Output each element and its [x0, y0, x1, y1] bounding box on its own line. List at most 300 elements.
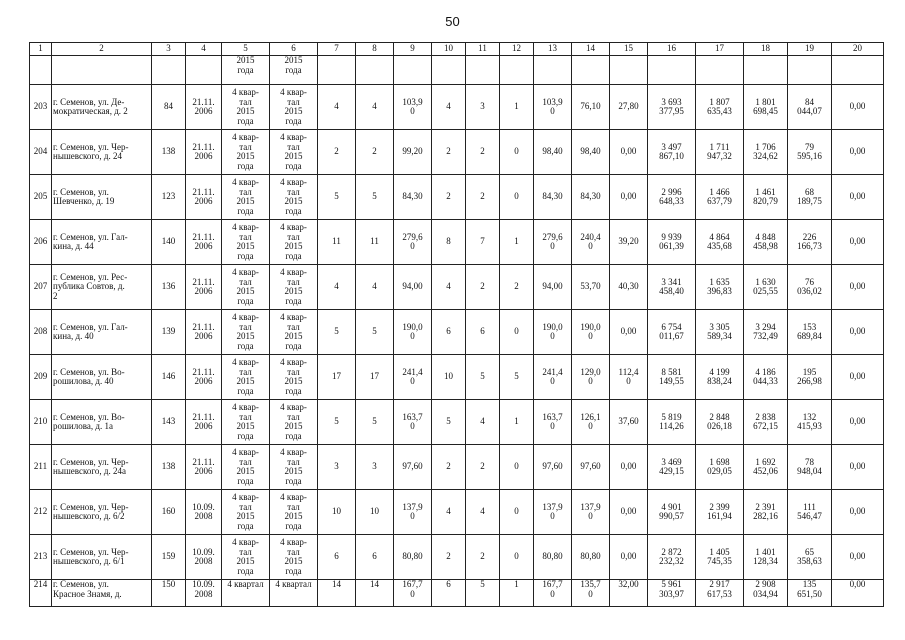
table-cell: [534, 310, 572, 355]
cell-text: 213: [33, 551, 48, 562]
table-cell: [394, 355, 432, 400]
table-cell: [466, 490, 500, 535]
table-cell: [270, 265, 318, 310]
cell-text: 1: [514, 236, 519, 247]
cell-text: 2 872 232,32: [659, 546, 684, 566]
cell-text: 4: [446, 101, 451, 112]
cell-text: 2 996 648,33: [659, 186, 684, 206]
cell-text: 14: [332, 579, 341, 589]
table-cell: [648, 535, 696, 580]
table-cell: [222, 175, 270, 220]
cell-text: 0,00: [849, 371, 866, 382]
table-cell: [466, 56, 500, 85]
cell-text: 150: [161, 579, 176, 589]
cell-text: 240,4 0: [580, 231, 601, 251]
cell-text: г. Семенов, ул. Гал- кина, д. 44: [53, 231, 128, 251]
cell-text: 1: [514, 101, 519, 112]
cell-text: 98,40: [542, 146, 563, 157]
cell-text: 132 415,93: [797, 411, 822, 431]
cell-text: 0,00: [620, 506, 637, 517]
cell-text: 5: [372, 416, 377, 427]
table-cell: [534, 355, 572, 400]
table-cell: [534, 445, 572, 490]
table-cell: [648, 130, 696, 175]
table-cell: [186, 43, 222, 56]
table-cell: [356, 490, 394, 535]
cell-text: 1 807 635,43: [707, 96, 732, 116]
cell-text: 97,60: [580, 461, 601, 472]
cell-text: 10: [370, 506, 379, 517]
cell-text: 4 квар- тал 2015 года: [280, 447, 307, 486]
table-cell: [222, 265, 270, 310]
table-cell: [648, 310, 696, 355]
table-cell: [52, 310, 152, 355]
table-cell: [500, 445, 534, 490]
cell-text: 4: [372, 281, 377, 292]
table-cell: [744, 220, 788, 265]
cell-text: 0,00: [849, 326, 866, 337]
table-cell: [788, 85, 832, 130]
cell-text: 4 квар- тал 2015 года: [232, 312, 259, 351]
cell-text: 0,00: [849, 101, 866, 112]
cell-text: 0,00: [620, 146, 637, 157]
table-cell: [186, 265, 222, 310]
cell-text: 1 405 745,35: [707, 546, 732, 566]
cell-text: 137,9 0: [580, 501, 601, 521]
table-cell: [318, 85, 356, 130]
cell-text: г. Семенов, ул. Рес- публика Совтов, д. 2: [53, 271, 128, 301]
table-cell: [186, 535, 222, 580]
table-cell: [152, 400, 186, 445]
table-cell: [222, 130, 270, 175]
table-cell: [572, 310, 610, 355]
table-cell: [318, 175, 356, 220]
table-cell: [466, 43, 500, 56]
table-cell: [318, 580, 356, 607]
cell-text: 2: [334, 146, 339, 157]
cell-text: 97,60: [542, 461, 563, 472]
table-cell: [270, 310, 318, 355]
cell-text: 4: [446, 281, 451, 292]
cell-text: 8: [446, 236, 451, 247]
table-cell: [648, 490, 696, 535]
table-cell: [52, 175, 152, 220]
table-cell: [788, 265, 832, 310]
table-cell: [30, 175, 52, 220]
table-cell: [500, 43, 534, 56]
cell-text: 1 711 947,32: [707, 141, 732, 161]
cell-text: 2: [480, 551, 485, 562]
table-cell: [648, 175, 696, 220]
table-cell: [318, 56, 356, 85]
table-cell: [572, 580, 610, 607]
table-cell: [186, 400, 222, 445]
cell-text: 1 801 698,45: [753, 96, 778, 116]
cell-text: 0,00: [849, 506, 866, 517]
cell-text: 21.11. 2006: [192, 276, 215, 296]
table-cell: [500, 265, 534, 310]
cell-text: 279,6 0: [402, 231, 423, 251]
table-cell: [610, 175, 648, 220]
cell-text: 137,9 0: [402, 501, 423, 521]
cell-text: 17: [370, 371, 379, 382]
table-cell: [696, 445, 744, 490]
table-cell: [152, 535, 186, 580]
cell-text: 153 689,84: [797, 321, 822, 341]
cell-text: 5 819 114,26: [659, 411, 684, 431]
cell-text: 27,80: [618, 101, 639, 112]
cell-text: 18: [761, 43, 770, 54]
table-cell: [356, 130, 394, 175]
table-cell: [832, 310, 884, 355]
cell-text: 5: [446, 416, 451, 427]
cell-text: 4: [480, 416, 485, 427]
table-cell: [610, 85, 648, 130]
table-cell: [270, 355, 318, 400]
cell-text: 214: [33, 579, 48, 589]
table-cell: [696, 85, 744, 130]
cell-text: 5: [480, 371, 485, 382]
cell-text: 143: [161, 416, 176, 427]
cell-text: 4 квар- тал 2015 года: [280, 312, 307, 351]
cell-text: 208: [33, 326, 48, 337]
table-cell: [318, 535, 356, 580]
table-cell: [52, 490, 152, 535]
cell-text: 103,9 0: [402, 96, 423, 116]
table-cell: [696, 130, 744, 175]
cell-text: 1 630 025,55: [753, 276, 778, 296]
cell-text: 3: [166, 43, 171, 54]
cell-text: 4 квар- тал 2015 года: [232, 402, 259, 441]
cell-text: 206: [33, 236, 48, 247]
table-cell: [610, 56, 648, 85]
cell-text: г. Семенов, ул. Гал- кина, д. 40: [53, 321, 128, 341]
table-cell: [30, 220, 52, 265]
cell-text: 39,20: [618, 236, 639, 247]
table-cell: [186, 85, 222, 130]
cell-text: 3 294 732,49: [753, 321, 778, 341]
table-cell: [500, 130, 534, 175]
cell-text: 3: [334, 461, 339, 472]
cell-text: 2: [99, 43, 104, 54]
table-cell: [52, 400, 152, 445]
cell-text: 84: [164, 101, 173, 112]
cell-text: 1: [514, 416, 519, 427]
table-cell: [696, 43, 744, 56]
table-cell: [30, 490, 52, 535]
cell-text: 84,30: [402, 191, 423, 202]
cell-text: 146: [161, 371, 176, 382]
table-cell: [648, 85, 696, 130]
table-row: [30, 85, 884, 130]
cell-text: 0,00: [849, 191, 866, 202]
table-cell: [788, 490, 832, 535]
cell-text: 241,4 0: [402, 366, 423, 386]
cell-text: 207: [33, 281, 48, 292]
cell-text: 4 квар- тал 2015 года: [280, 132, 307, 171]
table-cell: [466, 220, 500, 265]
table-cell: [534, 175, 572, 220]
table-cell: [572, 85, 610, 130]
table-cell: [610, 310, 648, 355]
table-cell: [466, 400, 500, 445]
table-cell: [186, 175, 222, 220]
cell-text: 4 квар- тал 2015 года: [232, 267, 259, 306]
cell-text: 12: [512, 43, 521, 54]
cell-text: 21.11. 2006: [192, 456, 215, 476]
table-cell: [394, 43, 432, 56]
cell-text: 5: [372, 326, 377, 337]
table-row: [30, 445, 884, 490]
cell-text: 167,7 0: [542, 579, 563, 599]
table-cell: [270, 130, 318, 175]
table-cell: [648, 445, 696, 490]
cell-text: 0,00: [620, 461, 637, 472]
cell-text: 6: [334, 551, 339, 562]
table-cell: [30, 85, 52, 130]
cell-text: 2 917 617,53: [707, 579, 732, 599]
cell-text: 167,7 0: [402, 579, 423, 599]
table-cell: [394, 175, 432, 220]
table-cell: [534, 220, 572, 265]
cell-text: 0,00: [620, 191, 637, 202]
table-cell: [270, 56, 318, 85]
table-cell: [222, 445, 270, 490]
table-cell: [270, 43, 318, 56]
cell-text: 2: [446, 461, 451, 472]
table-cell: [572, 535, 610, 580]
cell-text: 3 341 458,40: [659, 276, 684, 296]
table-cell: [788, 400, 832, 445]
cell-text: 53,70: [580, 281, 601, 292]
cell-text: 84 044,07: [797, 96, 822, 116]
table-cell: [466, 265, 500, 310]
table-cell: [744, 265, 788, 310]
table-cell: [832, 535, 884, 580]
table-cell: [832, 265, 884, 310]
table-cell: [186, 490, 222, 535]
cell-text: 4 квар- тал 2015 года: [232, 447, 259, 486]
table-cell: [648, 400, 696, 445]
table-cell: [500, 85, 534, 130]
cell-text: 7: [334, 43, 339, 54]
cell-text: 6: [446, 326, 451, 337]
table-cell: [648, 220, 696, 265]
table-cell: [152, 43, 186, 56]
cell-text: г. Семенов, ул. Чер- нышевского, д. 24: [53, 141, 129, 161]
table-cell: [832, 56, 884, 85]
table-row: [30, 175, 884, 220]
table-cell: [744, 175, 788, 220]
cell-text: 21.11. 2006: [192, 141, 215, 161]
cell-text: 0: [514, 146, 519, 157]
cell-text: 20: [853, 43, 862, 54]
table-cell: [432, 535, 466, 580]
cell-text: 4: [446, 506, 451, 517]
cell-text: 2: [446, 191, 451, 202]
cell-text: г. Семенов, ул. Чер- нышевского, д. 6/1: [53, 546, 129, 566]
table-cell: [30, 400, 52, 445]
cell-text: 2: [480, 146, 485, 157]
table-cell: [186, 310, 222, 355]
table-cell: [52, 56, 152, 85]
cell-text: 15: [624, 43, 633, 54]
cell-text: 17: [715, 43, 724, 54]
table-cell: [610, 580, 648, 607]
table-cell: [52, 43, 152, 56]
cell-text: 129,0 0: [580, 366, 601, 386]
table-cell: [572, 220, 610, 265]
table-cell: [832, 43, 884, 56]
table-cell: [744, 310, 788, 355]
cell-text: 80,80: [402, 551, 423, 562]
cell-text: 4 квар- тал 2015 года: [280, 177, 307, 216]
table-cell: [696, 220, 744, 265]
cell-text: 4 квартал: [227, 579, 264, 589]
table-cell: [432, 490, 466, 535]
cell-text: 2 908 034,94: [753, 579, 778, 599]
cell-text: 65 358,63: [797, 546, 822, 566]
table-cell: [318, 265, 356, 310]
table-cell: [500, 400, 534, 445]
table-cell: [30, 265, 52, 310]
table-cell: [534, 535, 572, 580]
table-cell: [696, 400, 744, 445]
table-cell: [466, 445, 500, 490]
table-cell: [534, 56, 572, 85]
cell-text: г. Семенов, ул. Во- рошилова, д. 1а: [53, 411, 125, 431]
cell-text: 4 квар- тал 2015 года: [232, 222, 259, 261]
cell-text: 1 466 637,79: [707, 186, 732, 206]
cell-text: 8: [372, 43, 377, 54]
table-cell: [186, 580, 222, 607]
table-cell: [356, 220, 394, 265]
cell-text: 2: [480, 461, 485, 472]
cell-text: 21.11. 2006: [192, 321, 215, 341]
cell-text: 21.11. 2006: [192, 96, 215, 116]
cell-text: 21.11. 2006: [192, 366, 215, 386]
table-cell: [466, 580, 500, 607]
cell-text: 6: [446, 579, 451, 589]
table-cell: [318, 490, 356, 535]
cell-text: г. Семенов, ул. Во- рошилова, д. 40: [53, 366, 125, 386]
table-cell: [832, 445, 884, 490]
table-cell: [500, 175, 534, 220]
table-cell: [394, 535, 432, 580]
cell-text: 4 квар- тал 2015 года: [232, 492, 259, 531]
cell-text: 6: [291, 43, 296, 54]
table-row: [30, 355, 884, 400]
table-cell: [788, 43, 832, 56]
cell-text: 4 901 990,57: [659, 501, 684, 521]
table-cell: [744, 43, 788, 56]
cell-text: 1 706 324,62: [753, 141, 778, 161]
table-cell: [30, 535, 52, 580]
table-cell: [500, 355, 534, 400]
cell-text: 2 391 282,16: [753, 501, 778, 521]
table-cell: [610, 400, 648, 445]
cell-text: 2 838 672,15: [753, 411, 778, 431]
cell-text: 5: [480, 579, 485, 589]
table-cell: [610, 445, 648, 490]
cell-text: 2: [480, 191, 485, 202]
table-cell: [222, 85, 270, 130]
cell-text: 2: [446, 146, 451, 157]
table-row: [30, 265, 884, 310]
table-cell: [788, 175, 832, 220]
cell-text: г. Семенов, ул. Чер- нышевского, д. 6/2: [53, 501, 129, 521]
cell-text: 4 квар- тал 2015 года: [280, 357, 307, 396]
table-cell: [832, 355, 884, 400]
table-cell: [152, 580, 186, 607]
table-cell: [832, 580, 884, 607]
table-cell: [152, 130, 186, 175]
cell-text: 4 квар- тал 2015 года: [232, 87, 259, 126]
cell-text: 4: [480, 506, 485, 517]
table-cell: [30, 355, 52, 400]
table-cell: [152, 85, 186, 130]
cell-text: 19: [805, 43, 814, 54]
table-cell: [222, 355, 270, 400]
table-cell: [394, 445, 432, 490]
cell-text: 163,7 0: [402, 411, 423, 431]
cell-text: 138: [161, 461, 176, 472]
table-cell: [186, 445, 222, 490]
cell-text: 0,00: [620, 551, 637, 562]
cell-text: 84,30: [580, 191, 601, 202]
cell-text: 4 186 044,33: [753, 366, 778, 386]
cell-text: 4 квар- тал 2015 года: [280, 267, 307, 306]
cell-text: 0: [514, 191, 519, 202]
column-number-row: [30, 43, 884, 56]
table-cell: [696, 490, 744, 535]
cell-text: 4: [334, 281, 339, 292]
cell-text: 4 квар- тал 2015 года: [280, 402, 307, 441]
table-cell: [572, 175, 610, 220]
table-cell: [696, 56, 744, 85]
cell-text: 4 квар- тал 2015 года: [280, 222, 307, 261]
cell-text: 14: [370, 579, 379, 589]
cell-text: 5: [243, 43, 248, 54]
table-cell: [432, 56, 466, 85]
cell-text: 111 546,47: [797, 501, 822, 521]
cell-text: 138: [161, 146, 176, 157]
table-cell: [648, 56, 696, 85]
table-cell: [744, 445, 788, 490]
cell-text: 1: [514, 579, 519, 589]
table-cell: [222, 310, 270, 355]
table-cell: [534, 400, 572, 445]
cell-text: 211: [33, 461, 48, 472]
table-cell: [572, 43, 610, 56]
cell-text: 123: [161, 191, 176, 202]
table-cell: [152, 490, 186, 535]
table-cell: [222, 580, 270, 607]
data-table: [29, 42, 884, 607]
cell-text: 112,4 0: [618, 366, 639, 386]
cell-text: 4 848 458,98: [753, 231, 778, 251]
table-cell: [534, 265, 572, 310]
cell-text: 2015 года: [284, 55, 303, 75]
cell-text: 3 469 429,15: [659, 456, 684, 476]
table-cell: [394, 85, 432, 130]
table-cell: [356, 175, 394, 220]
cell-text: 16: [667, 43, 676, 54]
table-cell: [696, 535, 744, 580]
table-cell: [356, 400, 394, 445]
table-cell: [394, 130, 432, 175]
table-cell: [788, 220, 832, 265]
